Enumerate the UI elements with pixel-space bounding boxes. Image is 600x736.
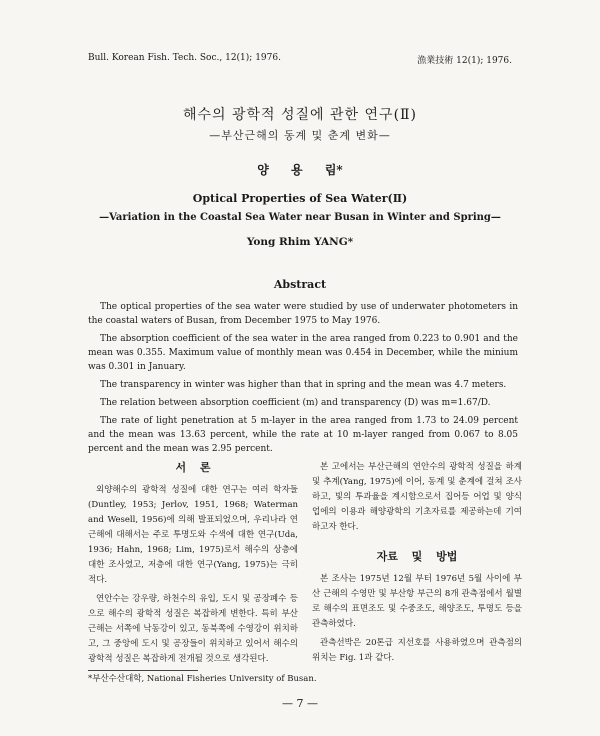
korean-author: 양 용 림*: [257, 163, 343, 177]
english-title: Optical Properties of Sea Water(Ⅱ): [192, 192, 408, 205]
abstract-paragraph: The absorption coefficient of the sea water in the area ranged from 0.223 to 0.901 and the mean was 0.355. Maximum value of monthly mean was 0.454 in December, while the minium was 0.301 in January.: [88, 334, 518, 372]
body-paragraph: 외양해수의 광학적 성질에 대한 연구는 여러 학자들(Duntley, 1953; Jerlov, 1951, 1968; Waterman and Wesell, 1956)에 의해 발표되었으며, 우리나라 연근해에 대해서는 주로 투명도와 수색에 대한 연구(Uda, 1936; Hahn, 1968; Lim, 1975)로서 해수의 상층에 대한 조사였고, 저층에 대한 연구(Yang, 1975)는 극히 적다.: [88, 485, 298, 585]
english-subtitle: —Variation in the Coastal Sea Water near Busan in Winter and Spring—: [99, 212, 501, 223]
korean-title: 해수의 광학적 성질에 관한 연구(Ⅱ): [182, 107, 418, 123]
footnote-affiliation: *부산수산대학, National Fisheries University of Busan.: [88, 674, 317, 684]
abstract-paragraph: The optical properties of the sea water were studied by use of underwater photometers in the coastal waters of Busan, from December 1975 to May 1976.: [88, 302, 518, 326]
abstract-paragraph: The transparency in winter was higher than that in spring and the mean was 4.7 meters.: [100, 380, 507, 390]
right-column: [312, 460, 522, 670]
running-head-journal-korean: 漁業技術 12(1); 1976.: [417, 56, 512, 66]
running-head-journal: Bull. Korean Fish. Tech. Soc., 12(1); 1976.: [88, 53, 281, 63]
body-paragraph: 본 조사는 1975년 12월 부터 1976년 5월 사이에 부산 근해의 수영만 및 부산항 부근의 8개 관측점에서 월별로 해수의 표면조도 및 수중조도, 해양조도, 투명도 등을 관측하였다.: [312, 574, 522, 629]
abstract-body: [88, 300, 518, 460]
abstract-heading: Abstract: [273, 278, 327, 291]
page-number: — 7 —: [282, 697, 318, 710]
body-paragraph: 관측선박은 20톤급 지선호를 사용하였으며 관측점의 위치는 Fig. 1과 같다.: [312, 638, 522, 663]
footnote-divider: [88, 670, 198, 671]
english-author: Yong Rhim YANG*: [246, 236, 354, 248]
section-heading-introduction: 서 론: [175, 461, 211, 474]
korean-subtitle: —부산근해의 동계 및 춘계 변화—: [209, 129, 391, 142]
body-paragraph: 본 고에서는 부산근해의 연안수의 광학적 성질을 하계 및 추계(Yang, 1975)에 이어, 동계 및 춘계에 걸쳐 조사하고, 빛의 투과율을 계시함으로서 집어등 어업 및 양식업에의 이용과 해양광학의 기초자료를 제공하는데 기여하고자 한다.: [312, 462, 522, 532]
body-paragraph: 연안수는 강우량, 하천수의 유입, 도시 및 공장폐수 등으로 해수의 광학적 성질은 복잡하게 변한다. 특히 부산 근해는 서쪽에 낙동강이 있고, 동북쪽에 수영강이 위치하고, 그 중앙에 도시 및 공장들이 위치하고 있어서 해수의 광학적 성질은 복잡하게 전개될 것으로 생각된다.: [88, 594, 298, 664]
abstract-paragraph: The relation between absorption coefficient (m) and transparency (D) was m=1.67/D.: [100, 398, 491, 408]
section-heading-materials-methods: 자료 및 방법: [376, 550, 458, 563]
left-column: [88, 460, 298, 671]
abstract-paragraph: The rate of light penetration at 5 m-layer in the area ranged from 1.73 to 24.09 percent and the mean was 13.63 percent, while the rate at 10 m-layer ranged from 0.067 to 8.05 percent and the mean was 2.95 percent.: [88, 416, 518, 454]
